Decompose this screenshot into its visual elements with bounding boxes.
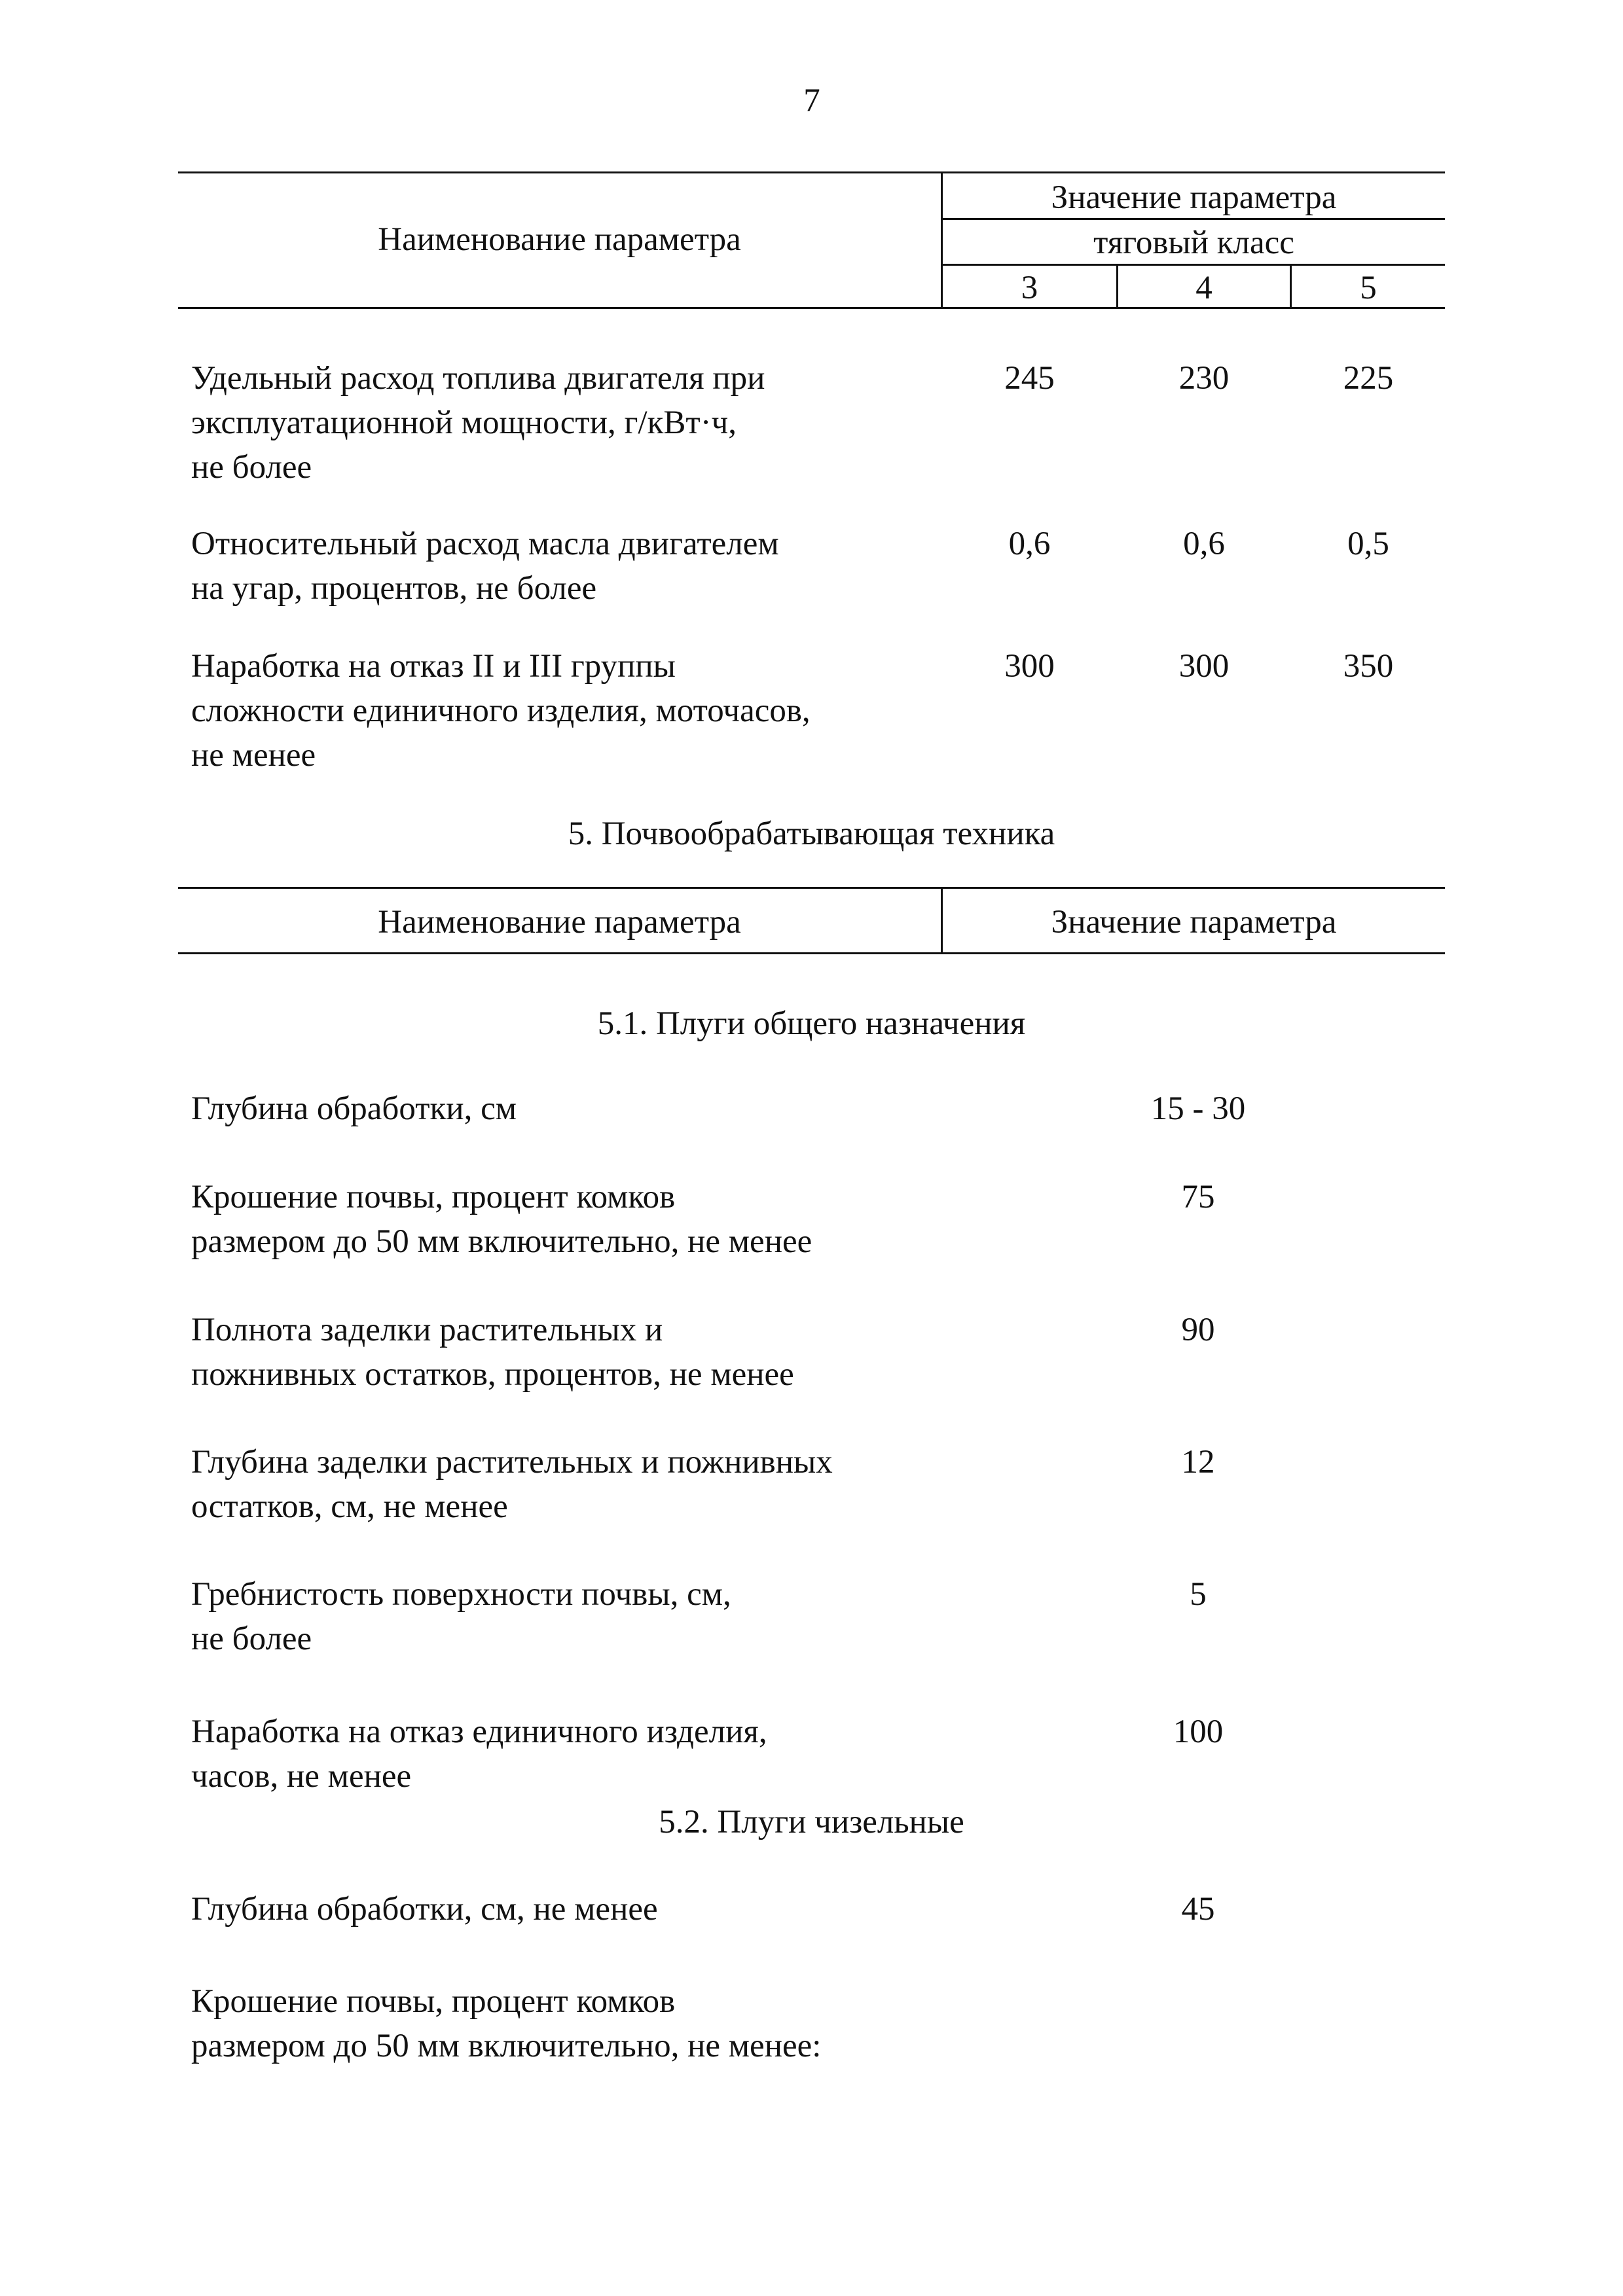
- table1-row-value-3: 0,6: [1008, 526, 1051, 562]
- table1-row-label: Наработка на отказ II и III группы сложности единичного изделия, моточасов, не менее: [191, 648, 811, 774]
- page-number: 7: [803, 82, 820, 119]
- table1-bottom-rule: [178, 307, 1445, 309]
- table2-row-value: 12: [1181, 1444, 1215, 1480]
- table2-row-value: 45: [1181, 1891, 1215, 1928]
- table1-param-name-header: Наименование параметра: [378, 221, 741, 258]
- table1-row-value-3: 300: [1004, 648, 1055, 685]
- table2-row-value: 100: [1173, 1713, 1224, 1750]
- table2-value-header: Значение параметра: [1051, 904, 1337, 941]
- table1-row-value-5: 350: [1343, 648, 1394, 685]
- subsection-title: 5.1. Плуги общего назначения: [597, 1005, 1026, 1042]
- table2-row-label: Полнота заделки растительных и пожнивных остатков, процентов, не менее: [191, 1312, 794, 1393]
- table2-row-value: 90: [1181, 1312, 1215, 1348]
- table2-row-value: 5: [1190, 1576, 1207, 1613]
- table1-class-3: 3: [1021, 270, 1038, 306]
- table1-top-rule: [178, 171, 1445, 173]
- table2-top-rule: [178, 887, 1445, 889]
- table2-row-label: Наработка на отказ единичного изделия, часов, не менее: [191, 1713, 767, 1795]
- table2-row-label: Гребнистость поверхности почвы, см, не более: [191, 1576, 731, 1657]
- table1-class-5: 5: [1360, 270, 1377, 306]
- table2-row-label: Глубина заделки растительных и пожнивных остатков, см, не менее: [191, 1444, 833, 1525]
- table2-row-value: 15 - 30: [1150, 1090, 1246, 1127]
- section-title: 5. Почвообрабатывающая техника: [568, 816, 1055, 852]
- table1-value-title: Значение параметра: [1051, 179, 1337, 216]
- table1-row-value-4: 230: [1178, 360, 1230, 397]
- table1-row-label: Удельный расход топлива двигателя при эксплуатационной мощности, г/кВт·ч, не более: [191, 360, 765, 486]
- subsection-title: 5.2. Плуги чизельные: [659, 1804, 964, 1840]
- table2-row-label: Крошение почвы, процент комков размером до 50 мм включительно, не менее: [191, 1179, 812, 1260]
- table2-bottom-rule: [178, 952, 1445, 954]
- table1-class-4: 4: [1195, 270, 1213, 306]
- table2-row-label: Крошение почвы, процент комков размером до 50 мм включительно, не менее:: [191, 1983, 822, 2064]
- table2-row-label: Глубина обработки, см, не менее: [191, 1891, 658, 1928]
- table1-row-value-4: 300: [1178, 648, 1230, 685]
- table2-param-name-header: Наименование параметра: [378, 904, 741, 941]
- table1-row-label: Относительный расход масла двигателем на угар, процентов, не более: [191, 526, 779, 607]
- table2-row-value: 75: [1181, 1179, 1215, 1215]
- table1-row-value-3: 245: [1004, 360, 1055, 397]
- table1-value-rule: [941, 218, 1445, 220]
- table1-row-value-4: 0,6: [1183, 526, 1225, 562]
- table1-class-title: тяговый класс: [1093, 224, 1294, 261]
- table2-row-label: Глубина обработки, см: [191, 1090, 517, 1127]
- table1-row-value-5: 0,5: [1347, 526, 1389, 562]
- table1-row-value-5: 225: [1343, 360, 1394, 397]
